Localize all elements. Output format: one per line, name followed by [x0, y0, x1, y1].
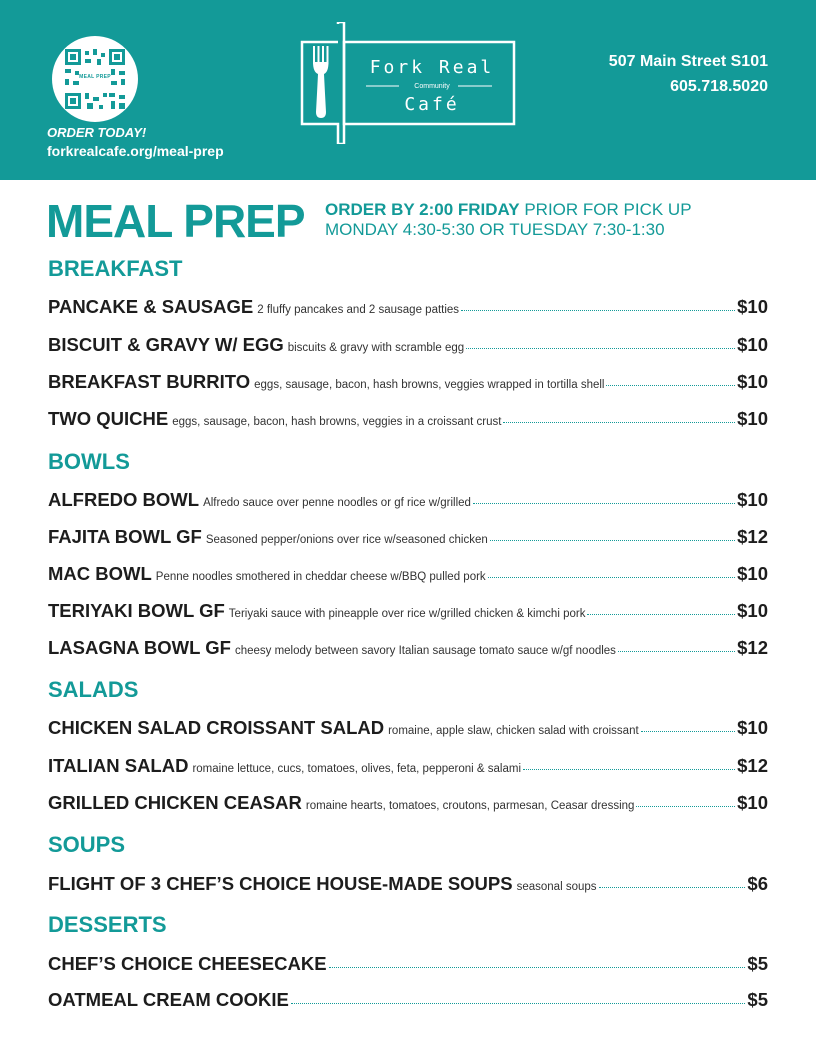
- dot-leader: [618, 651, 735, 652]
- item-description: romaine, apple slaw, chicken salad with croissant: [388, 725, 639, 737]
- dot-leader: [466, 348, 735, 349]
- item-name: ALFREDO BOWL: [48, 489, 200, 510]
- menu-item: [48, 873, 768, 895]
- item-name: FLIGHT OF 3 CHEF’S CHOICE HOUSE-MADE SOUPS: [48, 873, 513, 894]
- item-name: LASAGNA BOWL GF: [48, 637, 231, 658]
- dot-leader: [488, 577, 735, 578]
- menu-item: [48, 296, 768, 318]
- section-title-salads: SALADS: [48, 677, 139, 702]
- dot-leader: [329, 967, 746, 968]
- item-name: TERIYAKI BOWL GF: [48, 600, 225, 621]
- item-description: Seasoned pepper/onions over rice w/seasoned chicken: [205, 534, 488, 546]
- dot-leader: [606, 385, 735, 386]
- item-description: romaine hearts, tomatoes, croutons, parmesan, Ceasar dressing: [305, 800, 635, 812]
- item-price: $12: [737, 526, 768, 547]
- item-name: CHEF’S CHOICE CHEESECAKE: [48, 953, 327, 974]
- page-title: MEAL PREP: [46, 195, 305, 247]
- item-price: $10: [737, 717, 768, 738]
- menu-item: [48, 989, 768, 1011]
- dot-leader: [461, 310, 735, 311]
- dot-leader: [641, 731, 735, 732]
- menu-item: [48, 717, 768, 739]
- logo-cafe: Café: [404, 94, 460, 115]
- item-name: BREAKFAST BURRITO: [48, 371, 251, 392]
- order-today-text: ORDER TODAY!: [47, 125, 147, 140]
- item-name: MAC BOWL: [48, 563, 152, 584]
- logo-name: Fork Real: [369, 57, 495, 78]
- item-name: ITALIAN SALAD: [48, 755, 189, 776]
- header-banner: [0, 0, 816, 180]
- item-price: $5: [747, 989, 768, 1010]
- menu-item: [48, 371, 768, 393]
- item-price: $10: [737, 371, 768, 392]
- item-price: $12: [737, 637, 768, 658]
- dot-leader: [473, 503, 735, 504]
- item-price: $12: [737, 755, 768, 776]
- item-price: $10: [737, 334, 768, 355]
- menu-item: [48, 563, 768, 585]
- dot-leader: [291, 1003, 746, 1004]
- dot-leader: [587, 614, 735, 615]
- item-price: $10: [737, 408, 768, 429]
- menu-item: [48, 334, 768, 356]
- section-title-soups: SOUPS: [48, 832, 126, 857]
- item-price: $10: [737, 296, 768, 317]
- contact-info: [609, 49, 768, 99]
- item-description: seasonal soups: [516, 881, 597, 893]
- logo-community: Community: [414, 83, 450, 90]
- order-url-link[interactable]: forkrealcafe.org/meal-prep: [47, 143, 224, 159]
- dot-leader: [636, 806, 735, 807]
- menu-item: [48, 600, 768, 622]
- item-name: OATMEAL CREAM COOKIE: [48, 989, 289, 1010]
- item-name: TWO QUICHE: [48, 408, 169, 429]
- order-pickup-note: PRIOR FOR PICK UP: [519, 200, 692, 219]
- item-description: 2 fluffy pancakes and 2 sausage patties: [257, 304, 460, 316]
- item-name: BISCUIT & GRAVY W/ EGG: [48, 334, 284, 355]
- menu-item: [48, 637, 768, 659]
- item-price: $10: [737, 489, 768, 510]
- dot-leader: [503, 422, 735, 423]
- item-description: eggs, sausage, bacon, hash browns, veggies wrapped in tortilla shell: [254, 379, 605, 391]
- dot-leader: [490, 540, 735, 541]
- item-price: $6: [747, 873, 768, 894]
- order-deadline: ORDER BY 2:00 FRIDAY: [325, 200, 520, 219]
- item-price: $10: [737, 563, 768, 584]
- section-title-bowls: BOWLS: [48, 449, 130, 474]
- qr-label: MEAL PREP: [79, 74, 111, 80]
- item-description: eggs, sausage, bacon, hash browns, veggies in a croissant crust: [172, 416, 502, 428]
- item-description: biscuits & gravy with scramble egg: [287, 342, 465, 354]
- order-instructions: [325, 200, 692, 240]
- item-name: GRILLED CHICKEN CEASAR: [48, 792, 302, 813]
- item-name: PANCAKE & SAUSAGE: [48, 296, 254, 317]
- menu-item: [48, 755, 768, 777]
- address-text: 507 Main Street S101: [608, 53, 768, 70]
- menu-item: [48, 408, 768, 430]
- item-price: $5: [747, 953, 768, 974]
- item-description: romaine lettuce, cucs, tomatoes, olives, feta, pepperoni & salami: [192, 763, 522, 775]
- menu-item: [48, 526, 768, 548]
- item-price: $10: [737, 600, 768, 621]
- item-description: Teriyaki sauce with pineapple over rice w/grilled chicken & kimchi pork: [228, 608, 586, 620]
- item-price: $10: [737, 792, 768, 813]
- item-description: Alfredo sauce over penne noodles or gf rice w/grilled: [203, 497, 471, 509]
- dot-leader: [599, 887, 746, 888]
- menu-item: [48, 489, 768, 511]
- dot-leader: [523, 769, 735, 770]
- item-name: CHICKEN SALAD CROISSANT SALAD: [48, 717, 385, 738]
- qr-code[interactable]: [52, 36, 138, 122]
- menu-item: [48, 953, 768, 975]
- phone-number[interactable]: 605.718.5020: [670, 78, 768, 95]
- item-name: FAJITA BOWL GF: [48, 526, 202, 547]
- section-title-breakfast: BREAKFAST: [48, 256, 183, 281]
- section-title-desserts: DESSERTS: [48, 912, 167, 937]
- item-description: cheesy melody between savory Italian sausage tomato sauce w/gf noodles: [234, 645, 616, 657]
- pickup-times: MONDAY 4:30-5:30 OR TUESDAY 7:30-1:30: [325, 220, 665, 239]
- menu-item: [48, 792, 768, 814]
- item-description: Penne noodles smothered in cheddar cheese w/BBQ pulled pork: [155, 571, 486, 583]
- fork-icon: [303, 44, 339, 120]
